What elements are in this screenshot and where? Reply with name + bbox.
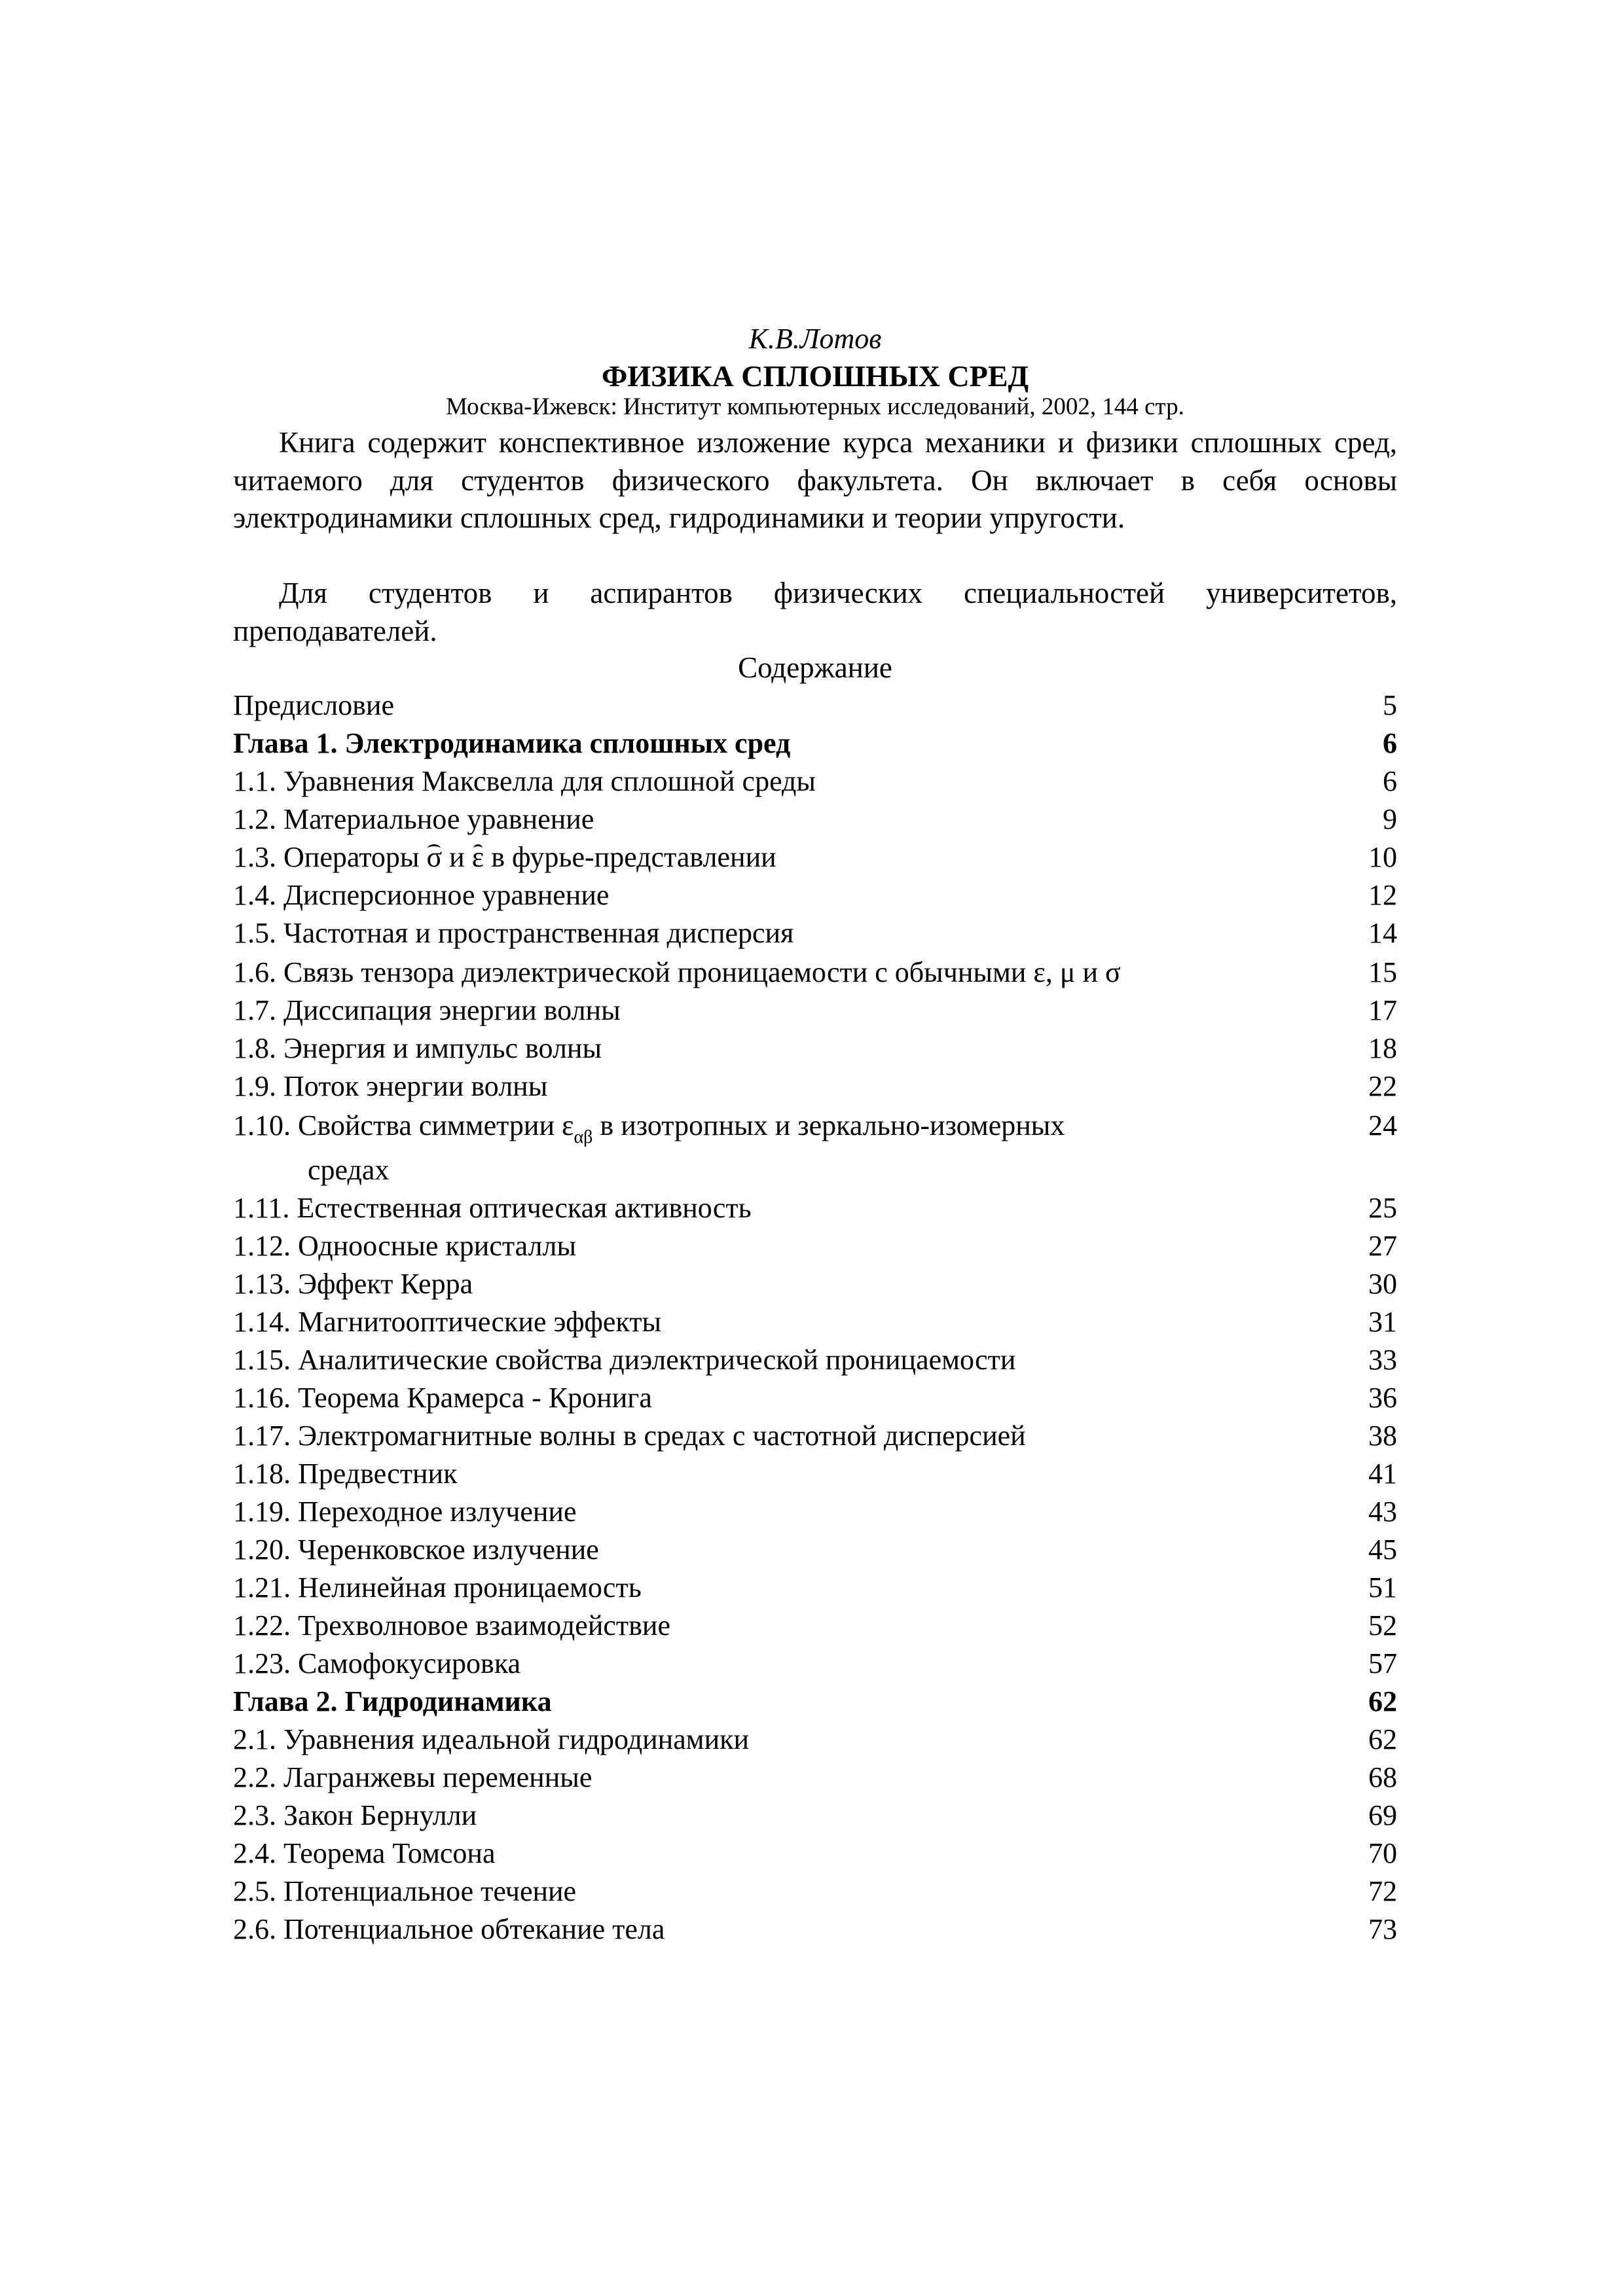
toc-entry-title: 1.20. Черенковское излучение [233,1534,599,1566]
toc-entry-title-part: 1.10. Свойства симметрии [233,1109,555,1141]
toc-entry [233,1343,1397,1377]
toc-entry [233,1533,1397,1567]
toc-entry-page: 38 [1368,1420,1397,1452]
toc-entry [233,916,1397,950]
toc-entry-page: 31 [1368,1306,1397,1338]
toc-entry-page: 51 [1368,1571,1397,1604]
toc-entry-page: 69 [1368,1799,1397,1831]
toc-entry [233,1495,1397,1529]
toc-entry-title: 1.18. Предвестник [233,1458,458,1490]
toc-entry-title: 1.9. Поток энергии волны [233,1070,548,1102]
toc-entry [233,1609,1397,1643]
toc-entry-title: 2.2. Лагранжевы переменные [233,1761,593,1793]
epsilon-hat-symbol: ε [471,841,484,873]
contents-heading: Содержание [738,651,892,684]
toc-entry-title: 2.6. Потенциальное обтекание тела [233,1913,665,1945]
toc-entry-page: 52 [1368,1609,1397,1641]
toc-entry-title: 1.23. Самофокусировка [233,1647,521,1679]
toc-entry-title-part: в фурье-представлении [491,841,776,873]
toc-chapter-title: Глава 2. Гидродинамика [233,1685,552,1717]
toc-chapter-page: 6 [1383,727,1397,759]
toc-entry-title: 1.19. Переходное излучение [233,1496,577,1528]
toc-entry-page: 5 [1383,689,1397,721]
toc-entry-title: 1.2. Материальное уравнение [233,803,594,835]
toc-entry-title: 1.5. Частотная и пространственная дисперсия [233,917,794,949]
toc-entry-title-part: в изотропных и зеркально-изомерных [600,1109,1065,1141]
toc-entry-title: 1.12. Одноосные кристаллы [233,1230,577,1262]
toc-entry-title: 1.7. Диссипация энергии волны [233,994,621,1026]
audience-paragraph: Для студентов и аспирантов физических специальностей университетов, преподавателей. [233,577,1397,647]
toc-entry-title: 1.14. Магнитооптические эффекты [233,1306,662,1338]
sigma-hat-symbol: σ [426,841,443,873]
toc-chapter-page: 62 [1368,1685,1397,1717]
toc-entry-title: 1.4. Дисперсионное уравнение [233,879,610,911]
toc-entry-title: 1.6. Связь тензора диэлектрической проницаемости с обычными ε, μ и σ [233,956,1121,988]
toc-entry-title-part: и [449,841,465,873]
toc-entry-title: 1.1. Уравнения Максвелла для сплошной среды [233,765,816,797]
toc-entry-title: 1.13. Эффект Керра [233,1268,473,1300]
toc-entry [233,1381,1397,1415]
toc-entry-title [233,840,776,874]
toc-entry-title: 1.17. Электромагнитные волны в средах с частотной дисперсией [233,1420,1026,1452]
toc-chapter [233,726,1397,761]
toc-entry-title: 2.4. Теорема Томсона [233,1837,496,1869]
toc-entry-title [233,1109,1065,1155]
toc-entry-page: 10 [1368,841,1397,873]
toc-entry-page: 33 [1368,1344,1397,1376]
toc-entry [233,764,1397,798]
toc-chapter-title: Глава 1. Электродинамика сплошных сред [233,727,791,759]
toc-entry-title: Предисловие [233,689,394,721]
publication-info: Москва-Ижевск: Институт компьютерных исследований, 2002, 144 стр. [446,393,1184,420]
toc-entry [233,1799,1397,1833]
toc-entry [233,878,1397,912]
toc-entry-page: 9 [1383,803,1397,835]
toc-entry-page: 18 [1368,1032,1397,1064]
toc-entry [233,840,1397,874]
toc-chapter [233,1685,1397,1719]
toc-entry [233,689,1397,723]
toc-entry-page: 62 [1368,1723,1397,1755]
toc-entry-title-part: 1.3. Операторы [233,841,420,873]
toc-entry-title: 1.21. Нелинейная проницаемость [233,1571,642,1604]
toc-entry [233,1837,1397,1871]
toc-entry-page: 17 [1368,994,1397,1026]
toc-entry-page: 73 [1368,1913,1397,1945]
toc-entry-page: 30 [1368,1268,1397,1300]
toc-entry-title: 1.15. Аналитические свойства диэлектрической проницаемости [233,1344,1016,1376]
toc-entry [233,994,1397,1028]
epsilon-symbol: ε [562,1109,574,1141]
toc-entry-page: 57 [1368,1647,1397,1679]
document-page [233,0,1397,2296]
toc-entry [233,1457,1397,1491]
toc-entry-page: 45 [1368,1534,1397,1566]
toc-entry [233,1761,1397,1795]
toc-entry-page: 14 [1368,917,1397,949]
toc-entry-page: 22 [1368,1070,1397,1102]
book-title: ФИЗИКА СПЛОШНЫХ СРЕД [601,359,1029,393]
toc-entry [233,1647,1397,1681]
toc-entry [233,1571,1397,1605]
toc-entry-title: 2.1. Уравнения идеальной гидродинамики [233,1723,750,1755]
toc-entry-title: 1.11. Естественная оптическая активность [233,1192,752,1224]
toc-entry [233,1267,1397,1301]
alpha-beta-subscript: αβ [574,1127,593,1147]
toc-entry-title: 1.8. Энергия и импульс волны [233,1032,602,1064]
toc-entry [233,1069,1397,1103]
toc-entry [233,802,1397,836]
abstract-paragraph: Книга содержит конспективное изложение курса механики и физики сплошных сред, читаемого для студентов физического факультета. Он включает в себя основы электродинамики сплошных сред, гидродинамики и теории упругости. [233,426,1397,535]
toc-entry [233,1191,1397,1225]
toc-entry-title: 2.5. Потенциальное течение [233,1875,577,1907]
toc-entry-page: 27 [1368,1230,1397,1262]
toc-entry-page: 70 [1368,1837,1397,1869]
toc-entry-title: 1.22. Трехволновое взаимодействие [233,1609,670,1641]
toc-entry-continuation: средах [308,1154,390,1186]
toc-entry [233,956,1397,990]
author-name: К.В.Лотов [748,323,882,355]
toc-entry [233,1229,1397,1263]
toc-entry-page: 43 [1368,1496,1397,1528]
toc-entry [233,1305,1397,1339]
toc-entry-title: 2.3. Закон Бернулли [233,1799,477,1831]
toc-entry-page: 6 [1383,765,1397,797]
toc-entry [233,1031,1397,1066]
toc-entry-page: 15 [1368,956,1397,988]
toc-entry-page: 72 [1368,1875,1397,1907]
toc-entry-page: 25 [1368,1192,1397,1224]
toc-entry-page: 36 [1368,1382,1397,1414]
toc-entry-page: 68 [1368,1761,1397,1793]
toc-entry [233,1109,1397,1147]
toc-entry-page: 41 [1368,1458,1397,1490]
toc-entry-page: 12 [1368,879,1397,911]
toc-entry [233,1874,1397,1909]
toc-entry-title: 1.16. Теорема Крамерса - Кронига [233,1382,652,1414]
toc-entry [233,1419,1397,1453]
toc-entry [233,1723,1397,1757]
toc-entry-page: 24 [1368,1109,1397,1141]
toc-entry [233,1912,1397,1946]
